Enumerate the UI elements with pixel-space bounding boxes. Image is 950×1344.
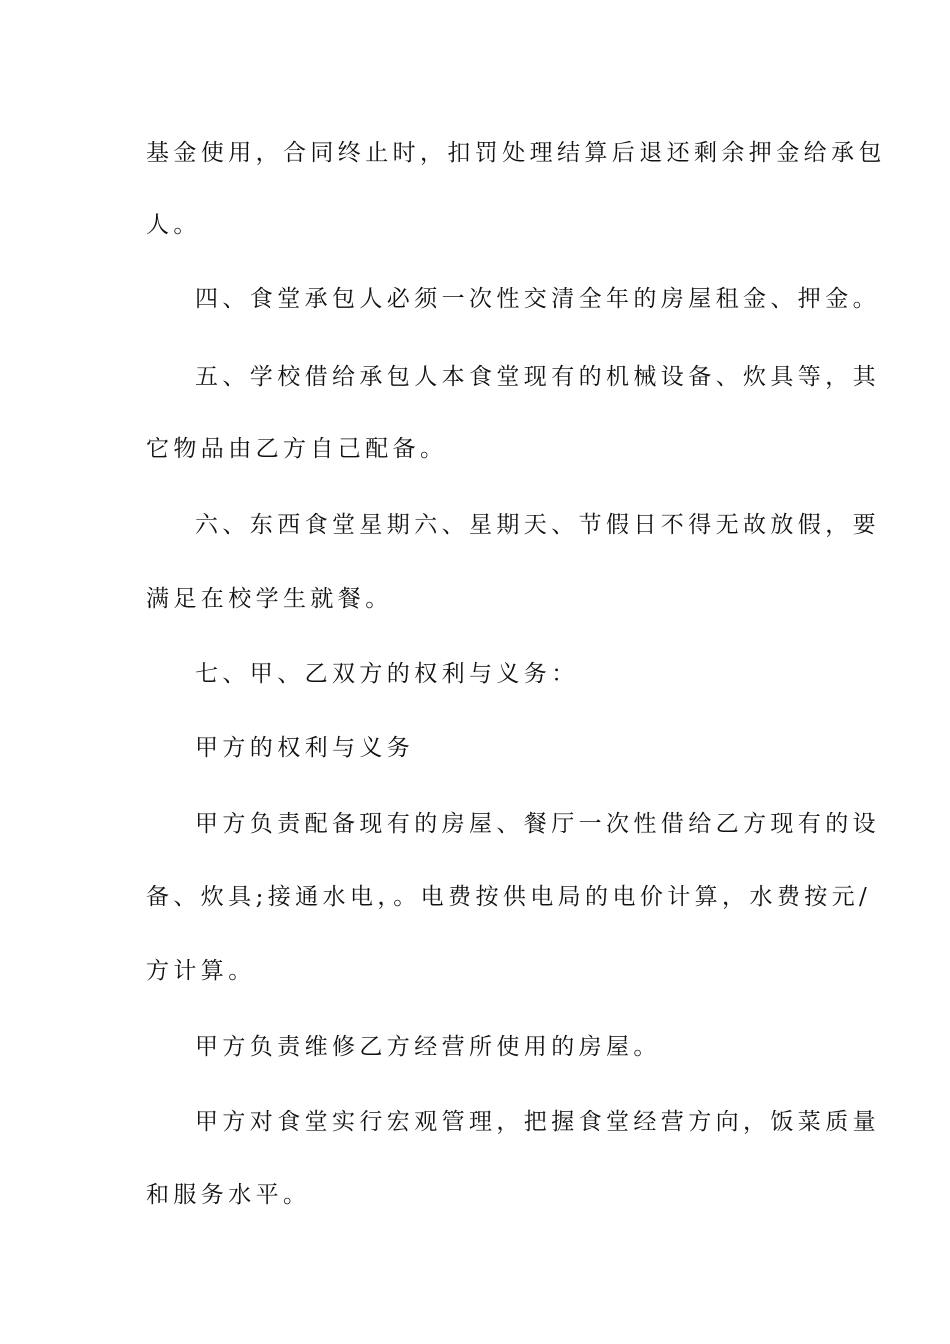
text-line: 和服务水平。 bbox=[146, 1182, 311, 1208]
paragraph-line: 甲方对食堂实行宏观管理，把握食堂经营方向，饭菜质量 bbox=[195, 1109, 880, 1135]
paragraph-line: 甲方负责配备现有的房屋、餐厅一次性借给乙方现有的设 bbox=[195, 811, 880, 837]
text-line: 它物品由乙方自己配备。 bbox=[146, 436, 448, 462]
clause-four: 四、食堂承包人必须一次性交清全年的房屋租金、押金。 bbox=[195, 286, 880, 312]
text-line: 基金使用，合同终止时，扣罚处理结算后退还剩余押金给承包 bbox=[146, 140, 886, 166]
clause-five: 五、学校借给承包人本食堂现有的机械设备、炊具等，其 bbox=[195, 364, 880, 390]
text-line: 人。 bbox=[146, 212, 201, 238]
subheading-party-a: 甲方的权利与义务 bbox=[195, 735, 415, 761]
text-line: 满足在校学生就餐。 bbox=[146, 586, 393, 612]
clause-six: 六、东西食堂星期六、星期天、节假日不得无故放假，要 bbox=[195, 512, 880, 538]
clause-seven: 七、甲、乙双方的权利与义务： bbox=[195, 661, 579, 687]
text-line: 方计算。 bbox=[146, 958, 256, 984]
paragraph-line: 甲方负责维修乙方经营所使用的房屋。 bbox=[195, 1034, 661, 1060]
text-line: 备、炊具;接通水电，。电费按供电局的电价计算，水费按元/ bbox=[146, 884, 872, 910]
